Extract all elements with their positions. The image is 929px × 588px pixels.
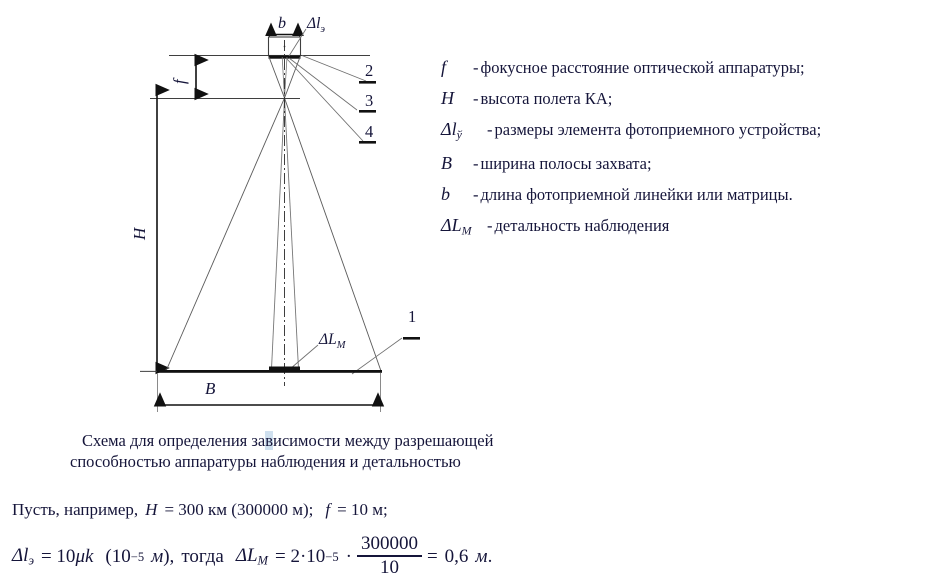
caption-line-1: Схема для определения зависимости между разрешающей xyxy=(82,431,494,450)
legend-item-delta-L-M xyxy=(441,216,921,237)
given-f-symbol: f xyxy=(325,500,331,519)
legend-item-B xyxy=(441,154,921,173)
figure-caption xyxy=(60,430,580,472)
callout-1-leader xyxy=(352,338,402,374)
example-given-line xyxy=(12,500,388,520)
legend-symbol: $\Delta L_M$ xyxy=(441,214,472,237)
callout-1-tick xyxy=(403,337,420,340)
legend-text: ширина полосы захвата; xyxy=(480,153,652,173)
single-element-cone xyxy=(272,57,299,369)
callout-4-tick xyxy=(359,141,376,144)
caption-highlight: в xyxy=(265,431,274,450)
leader-delta-L-M xyxy=(290,345,318,369)
legend-symbol: B xyxy=(441,152,452,173)
eq-ten: 10 xyxy=(306,546,326,567)
legend-text: высота полета КА; xyxy=(480,89,613,108)
legend-dash: - xyxy=(473,89,479,108)
fraction-numerator: 300000 xyxy=(360,533,418,555)
dimension-B xyxy=(158,373,381,412)
callout-4-label: 4 xyxy=(365,122,374,141)
legend-list xyxy=(441,58,921,249)
legend-text: фокусное расстояние оптической аппаратуры; xyxy=(480,58,805,77)
leader-delta-l-e xyxy=(289,29,306,56)
caption-line-2: способностью аппаратуры наблюдения и детальностью xyxy=(70,452,461,472)
legend-symbol: f xyxy=(441,57,447,77)
eq-result-equals: = xyxy=(426,546,438,567)
legend-dash: - xyxy=(473,184,479,204)
legend-symbol: $\Delta l_ў$ xyxy=(441,119,462,142)
fraction-denominator: 10 xyxy=(379,556,399,578)
legend-text: длина фотоприемной линейки или матрицы. xyxy=(480,184,793,204)
legend-dash: - xyxy=(473,58,479,77)
legend-symbol: H xyxy=(441,88,454,108)
ground-resolution-patch xyxy=(269,367,300,371)
callout-3-label: 3 xyxy=(365,91,374,110)
ground-line xyxy=(140,370,382,373)
callout-1-label: 1 xyxy=(408,307,417,326)
legend-item-H xyxy=(441,89,921,108)
callout-3 xyxy=(359,91,376,113)
label-B: B xyxy=(205,379,216,398)
label-delta-L-M: $\Delta L_M$ xyxy=(319,331,346,351)
given-H-symbol: H xyxy=(145,500,158,519)
eq-dot-1: · xyxy=(299,546,307,567)
eq-paren-open: (10 xyxy=(105,546,131,567)
given-intro: Пусть, например, xyxy=(12,500,139,519)
eq-rhs-value: = 2 xyxy=(274,546,300,567)
given-f-value: = 10 м; xyxy=(337,500,388,519)
eq-lhs-value: = 10 xyxy=(40,546,76,567)
callout-3-tick xyxy=(359,110,376,113)
eq-result-unit: м xyxy=(475,546,488,567)
legend-dash: - xyxy=(473,153,479,173)
eq-unit-m: м xyxy=(151,546,164,567)
callout-2-label: 2 xyxy=(365,61,374,80)
eq-togda: тогда xyxy=(181,546,224,567)
eq-fraction xyxy=(357,534,422,577)
given-H-value: = 300 км (300000 м); xyxy=(164,500,314,519)
eq-result-value: 0,6 xyxy=(444,546,469,567)
eq-dot-2: · xyxy=(345,546,352,567)
legend-item-delta-l-e xyxy=(441,120,921,141)
label-delta-l-e: $\Delta l_э$ xyxy=(307,15,326,35)
legend-dash: - xyxy=(487,120,493,139)
eq-paren-close: ), xyxy=(163,546,175,567)
eq-exponent: −5 xyxy=(130,549,145,564)
eq-k: k xyxy=(84,546,94,567)
label-H: H xyxy=(130,227,149,240)
legend-item-f xyxy=(441,58,921,77)
callout-4 xyxy=(359,122,376,144)
legend-symbol: b xyxy=(441,183,450,204)
eq-mu: μ xyxy=(75,546,85,567)
legend-text: размеры элемента фотоприемного устройства; xyxy=(494,120,822,139)
eq-period: . xyxy=(487,546,493,567)
optical-schematic-diagram xyxy=(0,0,440,430)
legend-item-b xyxy=(441,185,921,204)
callout-2 xyxy=(359,61,376,84)
eq-lhs: $\Delta l_э$ xyxy=(12,545,34,568)
label-f: f xyxy=(170,79,189,84)
eq-exponent-2: −5 xyxy=(325,549,339,564)
label-b: b xyxy=(278,15,286,32)
legend-text: детальность наблюдения xyxy=(494,215,670,235)
callout-2-tick xyxy=(359,81,376,84)
legend-dash: - xyxy=(487,215,493,235)
eq-rhs-symbol: $\Delta L_M$ xyxy=(235,545,268,568)
example-equation-line xyxy=(12,533,492,581)
